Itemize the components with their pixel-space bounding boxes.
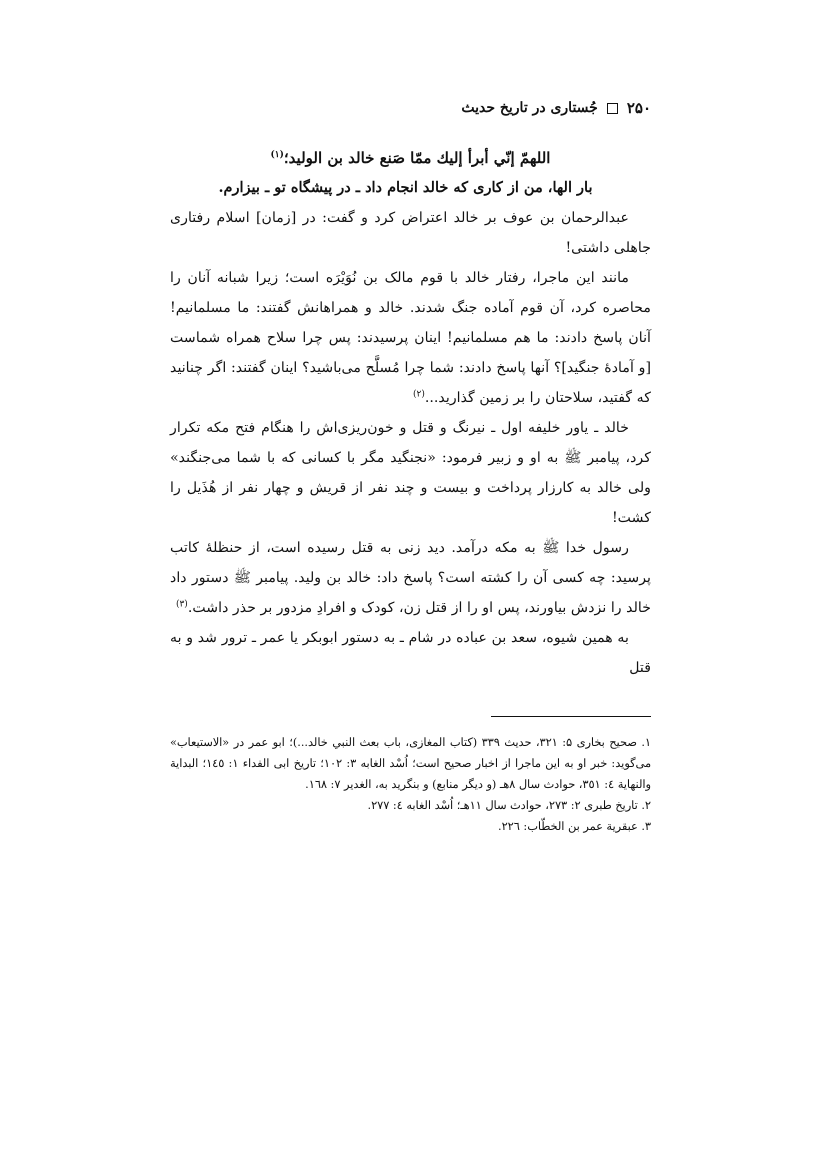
footnote-ref-1: (۱) <box>270 150 284 160</box>
main-text <box>170 143 651 683</box>
paragraph: عبدالرحمان بن عوف بر خالد اعتراض کرد و گفت: در [زمان] اسلام رفتاری جاهلی داشتی! <box>170 210 651 256</box>
footnotes <box>170 732 651 837</box>
footnote: ۱. صحیح بخاری ۵: ۳۲۱، حدیث ۳۳۹ (کتاب المغازی، باب بعث النبي خالد...)؛ ابو عمر در «الاستیعاب» می‌گوید: خبر او به این ماجرا از اخبار صحیح است؛ اُسْد الغابه ۳: ۱۰۲؛ تاریخ ابی الفداء ۱: ۱٤٥؛ البداية والنهاية ٤: ۳٥۱، حوادث سال ۸هـ (و دیگر منابع) و بنگرید به، الغدیر ۷: ۱٦۸. <box>170 736 651 791</box>
footnote-ref-3: (۳) <box>175 599 188 610</box>
footnote-ref-2: (۲) <box>413 389 425 400</box>
paragraph <box>170 263 651 413</box>
footnote: ۳. عبقرية عمر بن الخطّاب: ۲۲٦. <box>498 820 651 833</box>
running-header <box>171 99 651 117</box>
quote-translation: بار الها، من از کاری که خالد انجام داد ـ در پیشگاه تو ـ بیزارم. <box>218 179 593 196</box>
paragraph-text: مانند این ماجرا، رفتار خالد با قوم مالک بن نُوَیْرَه است؛ زیرا شبانه آنان را محاصره کرد، آن قوم آماده جنگ شدند. خالد و همراهانش گفتند: ما مسلمانیم! آنان پاسخ دادند: ما هم مسلمانیم! اینان پرسیدند: پس چرا سلاح همراه شماست [و آمادهٔ جنگید]؟ آنها پاسخ دادند: شما چرا مُسلَّح می‌باشید؟ اینان گفتند: اگر چنانید که گفتید، سلاحتان را بر زمین گذارید... <box>170 270 651 406</box>
page-number: ۲۵۰ <box>626 99 651 117</box>
footnote: ۲. تاریخ طبری ۲: ۲۷۳، حوادث سال ۱۱هـ؛ اُسْد الغابه ٤: ۲۷۷. <box>367 799 651 812</box>
arabic-quote-text: اللهمّ إنّي أبرأ إليك ممّا صَنع خالد بن الوليد؛ <box>283 149 551 167</box>
paragraph-text: رسول خدا ﷺ به مکه درآمد. دید زنی به قتل رسیده است، از حنظلهٔ کاتب پرسید: چه کسی آن را کشته است؟ پاسخ داد: خالد بن ولید. پیامبر ﷺ دستور داد خالد را نزدش بیاورند، پس او را از قتل زن، کودک و افرادِ مزدور بر حذر داشت. <box>170 540 651 616</box>
footnote-divider <box>491 716 651 717</box>
paragraph: خالد ـ یاور خلیفه اول ـ نیرنگ و قتل و خون‌ریزی‌اش را هنگام فتح مکه تکرار کرد، پیامبر ﷺ به او و زبیر فرمود: «نجنگید مگر با کسانی که با شما می‌جنگند» ولی خالد به کارزار پرداخت و بیست و چند نفر از قریش و چهار نفر از هُذَیل را کشت! <box>170 420 651 526</box>
paragraph: به همین شیوه، سعد بن عباده در شام ـ به دستور ابوبکر یا عمر ـ ترور شد و به قتل <box>170 630 651 676</box>
paragraph <box>170 533 651 623</box>
arabic-quote <box>170 143 651 173</box>
running-title: جُستاری در تاریخ حدیث <box>461 100 598 116</box>
square-ornament-icon <box>607 103 618 114</box>
